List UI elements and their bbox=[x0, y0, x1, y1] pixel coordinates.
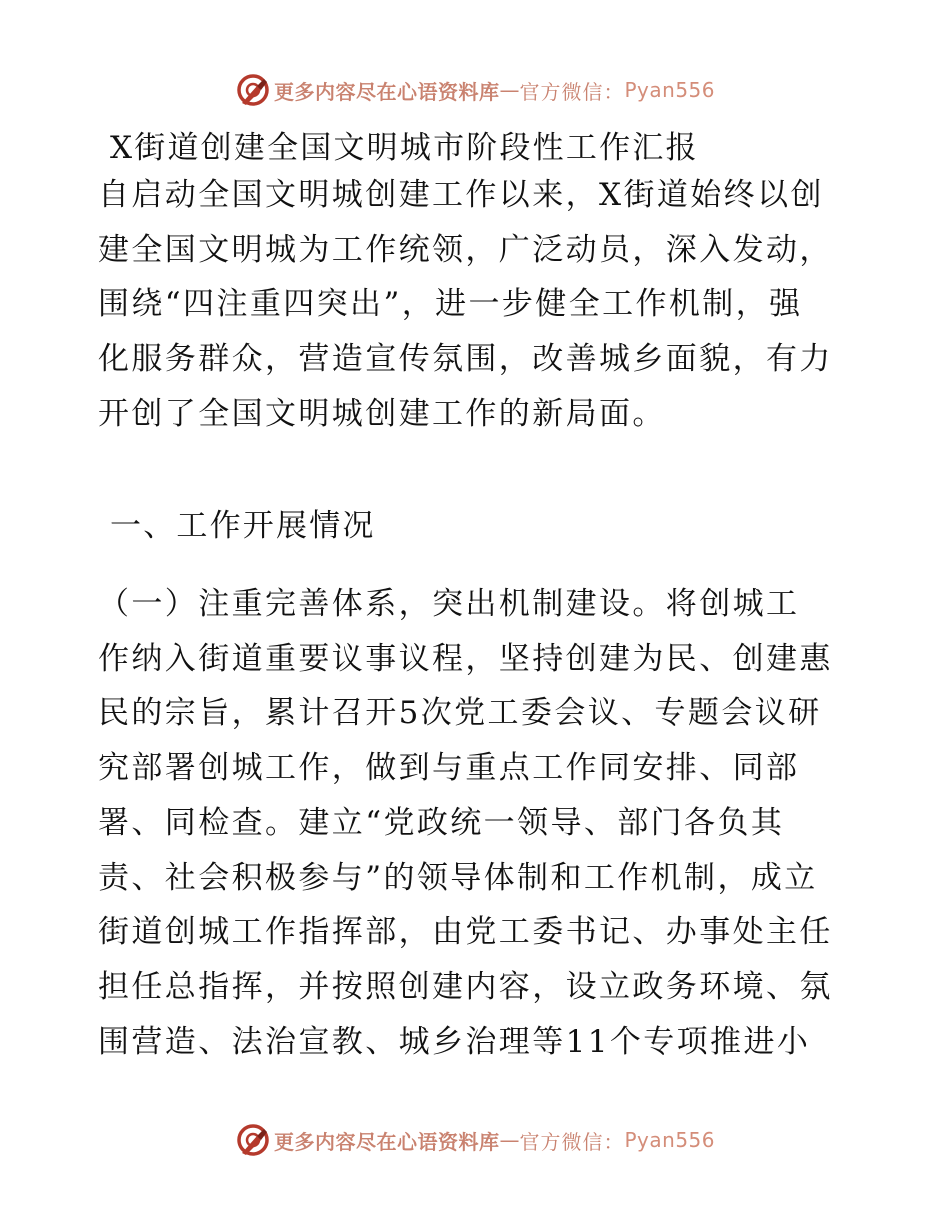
paragraph-line: 民的宗旨，累计召开5次党工委会议、专题会议研 bbox=[98, 695, 822, 732]
watermark-main-text: 更多内容尽在心语资料库 bbox=[274, 1129, 500, 1154]
paragraph-line: 建全国文明城为工作统领，广泛动员，深入发动， bbox=[98, 231, 833, 268]
paragraph-line: （一）注重完善体系，突出机制建设。将创城工 bbox=[98, 586, 800, 622]
paragraph-line: 作纳入街道重要议事议程，坚持创建为民、创建惠 bbox=[98, 640, 833, 677]
section-heading: 一、工作开展情况 bbox=[110, 508, 376, 544]
paragraph-line: 围营造、法治宣教、城乡治理等11个专项推进小 bbox=[98, 1023, 811, 1060]
paragraph-line: 围绕“四注重四突出”，进一步健全工作机制，强 bbox=[98, 286, 803, 323]
paragraph-line: 开创了全国文明城创建工作的新局面。 bbox=[98, 395, 666, 432]
paragraph-line: 自启动全国文明城创建工作以来，X街道始终以创 bbox=[98, 177, 824, 213]
paragraph-line: 署、同检查。建立“党政统一领导、部门各负其 bbox=[98, 804, 785, 841]
watermark-footer bbox=[236, 1122, 715, 1158]
watermark-wechat-id: Pyan556 bbox=[624, 78, 716, 102]
watermark-wechat-id: Pyan556 bbox=[624, 1128, 716, 1152]
pen-logo-icon bbox=[236, 73, 270, 107]
paragraph-line: 化服务群众，营造宣传氛围，改善城乡面貌，有力 bbox=[98, 341, 833, 378]
paragraph-line: 责、社会积极参与”的领导体制和工作机制，成立 bbox=[98, 859, 818, 896]
section-1-paragraph bbox=[98, 577, 858, 1069]
watermark-main-text: 更多内容尽在心语资料库 bbox=[274, 79, 500, 104]
paragraph-line: 担任总指挥，并按照创建内容，设立政务环境、氛 bbox=[98, 968, 833, 1005]
watermark-wechat-label: 官方微信： bbox=[519, 79, 625, 104]
watermark-header bbox=[236, 72, 715, 108]
paragraph-line: 究部署创城工作，做到与重点工作同安排、同部 bbox=[98, 750, 800, 787]
intro-paragraph bbox=[98, 168, 858, 442]
watermark-dash: — bbox=[499, 1128, 520, 1152]
document-title: X街道创建全国文明城市阶段性工作汇报 bbox=[110, 130, 699, 166]
watermark-wechat-label: 官方微信： bbox=[519, 1129, 625, 1154]
watermark-dash: — bbox=[499, 78, 520, 102]
paragraph-line: 街道创城工作指挥部，由党工委书记、办事处主任 bbox=[98, 914, 833, 951]
pen-logo-icon bbox=[236, 1123, 270, 1157]
